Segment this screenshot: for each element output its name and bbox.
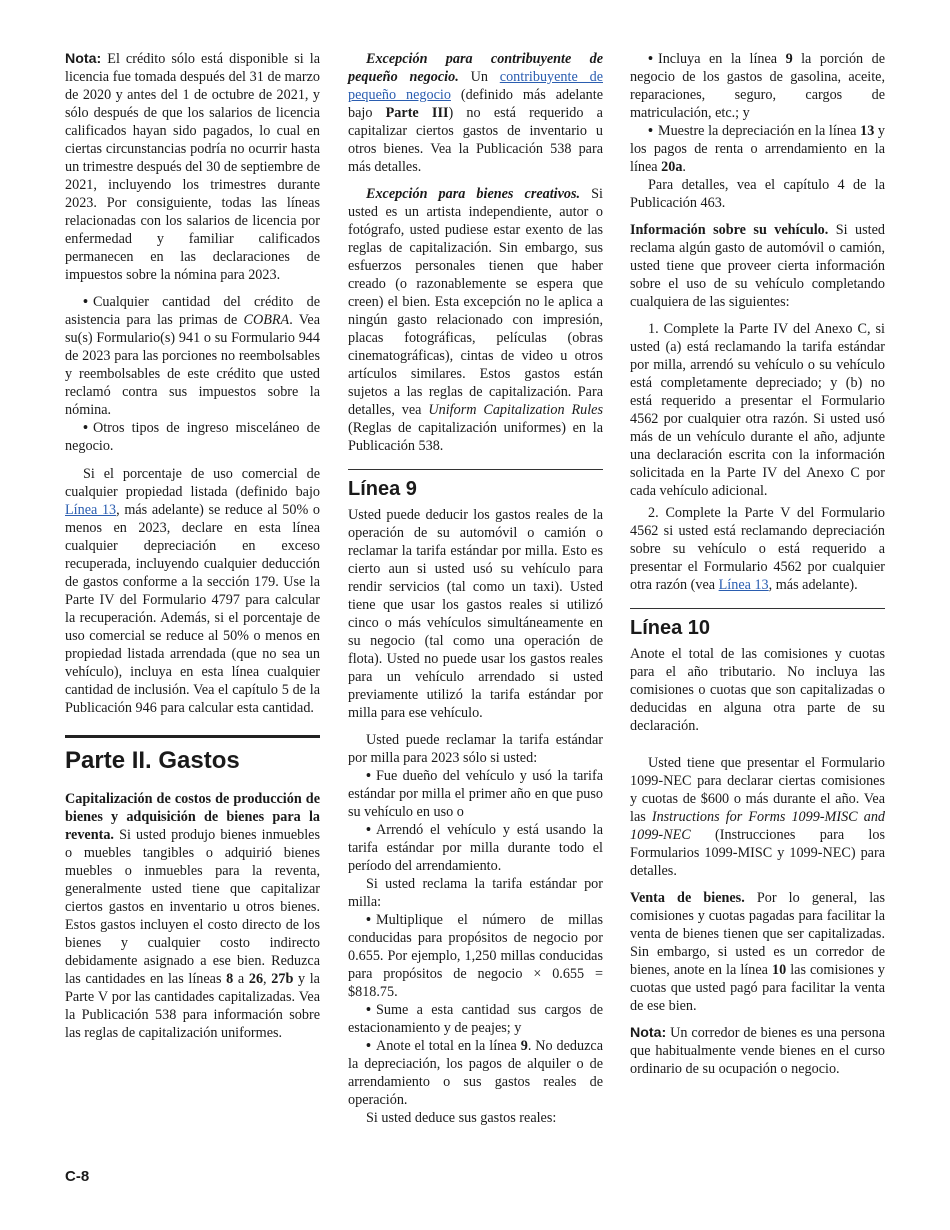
venta-bienes-heading: Venta de bienes. bbox=[630, 890, 745, 906]
link-linea-13[interactable]: Línea 13 bbox=[718, 577, 769, 593]
line-ref: 13 bbox=[860, 123, 875, 139]
text: , bbox=[263, 971, 272, 987]
list-item bbox=[348, 1037, 603, 1109]
text: ) no está requerido a capitalizar ciertos gastos de inventario u otros bienes. Vea la Publicación 538 para más detalles. bbox=[348, 105, 603, 175]
text: Si usted es un artista independiente, autor o fotógrafo, usted pudiese estar exento de las reglas de capitalización. Sin embargo, sus esfuerzos personales tienen que haber creado (o razonablemente se espera que creen) el bien. Esta excepción no le aplica a ningún gasto relacionado con impresión, placas fotográficas, películas (obras cinematográficas), cintas de video u otros artículos similares. Estos gastos están sujetos a las reglas de capitalización. Para detalles, vea bbox=[348, 186, 603, 418]
text: y los pagos de renta o arrendamiento en la línea bbox=[630, 123, 885, 175]
bullet-icon: • bbox=[83, 294, 88, 310]
text: . No deduzca la depreciación, los pagos de alquiler o de arrendamiento o sus gastos reales de operación. bbox=[348, 1038, 603, 1108]
nota-label: Nota: bbox=[630, 1025, 667, 1041]
text: Si usted produjo bienes inmuebles o muebles tangibles o adquirió bienes muebles o inmuebles para la reventa, generalmente usted tiene que capitalizar ciertos gastos en inventario u otros bienes. Estos gastos incluyen el costo directo de los bienes y cualquier costo indirecto debidamente asignado a ese bien. Reduzca las cantidades en las líneas bbox=[65, 827, 320, 987]
text: a bbox=[233, 971, 249, 987]
nota-label: Nota: bbox=[65, 51, 102, 67]
nota-text: El crédito sólo está disponible si la licencia fue tomada después del 31 de marzo de 2020 y antes del 1 de octubre de 2021, y sólo después de que los salarios de licencia calificados hayan sido pagados, lo cual en ciertas circunstancias podría no ocurrir hasta un trimestre después del 30 de septiembre de 2021, incluyendo los trimestres durante 2023. Por consiguiente, todas las líneas relacionadas con los salarios de licencia por enfermedad y familiar calificados permanecen en las declaraciones de impuestos sobre la nómina para 2023. bbox=[65, 51, 320, 283]
line-ref: 10 bbox=[771, 962, 787, 978]
list-item bbox=[348, 767, 603, 821]
venta-bienes-paragraph bbox=[630, 889, 885, 1015]
text: Cualquier cantidad del crédito de asistencia para las primas de bbox=[65, 294, 320, 328]
bullet-icon: • bbox=[648, 51, 653, 67]
text: y la Parte V por las cantidades capitalizadas. Vea la Publicación 538 para información sobre las reglas de capitalización uniformes. bbox=[65, 971, 320, 1041]
parte-ref: Parte III bbox=[385, 105, 449, 121]
line-ref: 9 bbox=[785, 51, 793, 67]
column-3 bbox=[630, 50, 885, 1087]
nota-paragraph bbox=[65, 50, 320, 284]
linea-9-p2: Usted puede reclamar la tarifa estándar por milla para 2023 sólo si usted: bbox=[348, 732, 603, 766]
text: Un bbox=[458, 69, 500, 85]
instructions-title: Instructions for Forms 1099-MISC and 1099-NEC bbox=[630, 809, 886, 843]
bullet-icon: • bbox=[366, 822, 371, 838]
linea-10-p1: Anote el total de las comisiones y cuotas para el año tributario. No incluya las comisiones o cuotas que son capitalizadas o deducidas en alguna otra parte de su declaración. bbox=[630, 646, 885, 734]
link-contribuyente-pequeno-negocio[interactable]: contribuyente de pequeño negocio bbox=[348, 69, 603, 103]
text: , más adelante) se reduce al 50% o menos en 2023, declare en esta línea cualquier depreciación en exceso recuperada, incluyendo cualquier deducción de gastos conforme a la sección 179. Use la Parte IV del Formulario 4797 para calcular la recuperación. Además, si el porcentaje de uso comercial se reduce al 50% o menos en propiedad listada arrendada (que no sea un vehículo), incluya en esta línea cualquier cantidad de inclusión. Vea el capítulo 5 de la Publicación 946 para calcular esta cantidad. bbox=[65, 502, 320, 716]
parte-ii-heading: Parte II. Gastos bbox=[65, 747, 240, 774]
linea-9-p4: Si usted deduce sus gastos reales: bbox=[366, 1110, 557, 1126]
section-divider bbox=[630, 608, 885, 609]
bullet-icon: • bbox=[366, 1002, 371, 1018]
info-vehiculo-heading: Información sobre su vehículo. bbox=[630, 222, 829, 238]
list-item-cobra bbox=[65, 293, 320, 419]
numbered-item-1: 1. Complete la Parte IV del Anexo C, si usted (a) está reclamando la tarifa estándar por milla, arrendó su vehículo o su vehículo está completamente depreciado; y (b) no está requerido a presentar el Formulario 4562 por cualquier otra razón. Si usted usó más de un vehículo durante el año, adjunte una declaración escrita con la información solicitada en la Parte IV del Anexo C por cada vehículo adicional. bbox=[630, 321, 885, 499]
text: . Vea su(s) Formulario(s) 941 o su Formulario 944 de 2023 para las porciones no reembolsables y reembolsables de este crédito que usted reclamó contra sus impuestos sobre la nómina. bbox=[65, 312, 321, 418]
bullet-icon: • bbox=[366, 912, 371, 928]
text: Usted tiene que presentar el Formulario 1099-NEC para declarar ciertas comisiones y cuotas de $600 o más durante el año. Vea las bbox=[630, 755, 885, 825]
linea-10-p2 bbox=[630, 754, 885, 880]
text: Un corredor de bienes es una persona que habitualmente vende bienes en el curso ordinario de su ocupación o negocio. bbox=[630, 1025, 885, 1077]
bullet-icon: • bbox=[83, 420, 88, 436]
line-ref: 26 bbox=[248, 971, 264, 987]
text: Incluya en la línea bbox=[657, 51, 786, 67]
bullet-icon: • bbox=[366, 768, 371, 784]
text: 2. Complete la Parte V del Formulario 4562 si usted está reclamando depreciación sobre su vehículo o está requerido a presentar el Formulario 4562 por cualquier otra razón (vea bbox=[630, 505, 885, 593]
text: Sume a esta cantidad sus cargos de estacionamiento y de peajes; y bbox=[348, 1002, 603, 1036]
text: (Reglas de capitalización uniformes) en la Publicación 538. bbox=[348, 420, 603, 454]
capitalizacion-heading: Capitalización de costos de producción de bienes y adquisición de bienes para la reventa. bbox=[65, 791, 320, 843]
text: Si usted reclama algún gasto de automóvil o camión, usted tiene que proveer cierta información sobre el uso de su vehículo completando cualquiera de las siguientes: bbox=[630, 222, 885, 310]
section-divider bbox=[65, 735, 320, 738]
porcentaje-paragraph bbox=[65, 465, 320, 717]
text: Fue dueño del vehículo y usó la tarifa estándar por milla el primer año en que puso su vehículo en uso o bbox=[348, 768, 603, 820]
list-item bbox=[348, 1001, 603, 1037]
line-ref: 8 bbox=[226, 971, 234, 987]
text: Muestre la depreciación en la línea bbox=[657, 123, 861, 139]
linea-9-p3: Si usted reclama la tarifa estándar por milla: bbox=[348, 876, 603, 910]
text: Otros tipos de ingreso misceláneo de negocio. bbox=[65, 420, 320, 454]
list-item bbox=[630, 50, 885, 122]
column-2 bbox=[348, 50, 603, 1136]
page-number: C-8 bbox=[65, 1168, 90, 1185]
info-vehiculo-paragraph bbox=[630, 221, 885, 311]
numbered-item-2 bbox=[630, 504, 885, 594]
list-item bbox=[348, 821, 603, 875]
excepcion-bienes-creativos bbox=[348, 185, 603, 455]
text: . bbox=[682, 159, 686, 175]
text: Si el porcentaje de uso comercial de cualquier propiedad listada (definido bajo bbox=[65, 466, 320, 500]
list-item-otros bbox=[65, 419, 320, 455]
text: la porción de negocio de los gastos de gasolina, aceite, reparaciones, seguro, cargos de matriculación, etc.; y bbox=[630, 51, 886, 121]
capitalizacion-paragraph bbox=[65, 790, 320, 1042]
text: , más adelante). bbox=[768, 577, 858, 593]
linea-10-heading: Línea 10 bbox=[630, 617, 711, 639]
excepcion-pequeno-negocio bbox=[348, 50, 603, 176]
text: Arrendó el vehículo y está usando la tarifa estándar por milla durante todo el período del arrendamiento. bbox=[348, 822, 603, 874]
link-linea-13[interactable]: Línea 13 bbox=[65, 502, 117, 518]
bullet-icon: • bbox=[366, 1038, 371, 1054]
section-divider bbox=[348, 469, 603, 470]
text: Por lo general, las comisiones y cuotas pagadas para facilitar la venta de bienes tienen que ser capitalizadas. Sin embargo, si usted es un corredor de bienes, anote en la línea bbox=[630, 890, 885, 978]
list-item bbox=[348, 911, 603, 1001]
text: las comisiones y cuotas que usted pagó para facilitar la venta de ese bien. bbox=[630, 962, 885, 1014]
line-ref: 9 bbox=[520, 1038, 528, 1054]
nota-corredor-paragraph bbox=[630, 1024, 885, 1078]
linea-9-heading: Línea 9 bbox=[348, 478, 417, 500]
line-ref: 27b bbox=[271, 971, 294, 987]
detalles-paragraph: Para detalles, vea el capítulo 4 de la Publicación 463. bbox=[630, 177, 885, 211]
text: Anote el total en la línea bbox=[375, 1038, 521, 1054]
excepcion-1-heading: Excepción para contribuyente de pequeño negocio. bbox=[348, 51, 603, 85]
bullet-icon: • bbox=[648, 123, 653, 139]
list-item bbox=[630, 122, 885, 176]
line-ref: 20a bbox=[661, 159, 683, 175]
excepcion-2-heading: Excepción para bienes creativos. bbox=[366, 186, 581, 202]
cobra-term: COBRA bbox=[243, 312, 290, 328]
ucr-title: Uniform Capitalization Rules bbox=[428, 402, 603, 418]
column-1 bbox=[65, 50, 320, 1051]
linea-9-p1: Usted puede deducir los gastos reales de la operación de su automóvil o camión o reclamar la tarifa estándar por milla. Esto es cierto aun si usted usó su vehículo para rendir servicios (tal como un taxi). Usted tiene que usar los gastos reales si utilizó cinco o más vehículos simultáneamente en su negocio (tal como una operación de flota). Usted no puede usar los gastos reales para un vehículo arrendado si usted previamente utilizó la tarifa estándar por milla para ese vehículo. bbox=[348, 507, 603, 721]
text: (definido más adelante bajo bbox=[348, 87, 603, 121]
text: Multiplique el número de millas conducidas para propósitos de negocio por 0.655. Por ejemplo, 1,250 millas conducidas para propósitos de negocio × 0.655 = $818.75. bbox=[348, 912, 603, 1000]
text: (Instrucciones para los Formularios 1099-MISC y 1099-NEC) para detalles. bbox=[630, 827, 885, 879]
